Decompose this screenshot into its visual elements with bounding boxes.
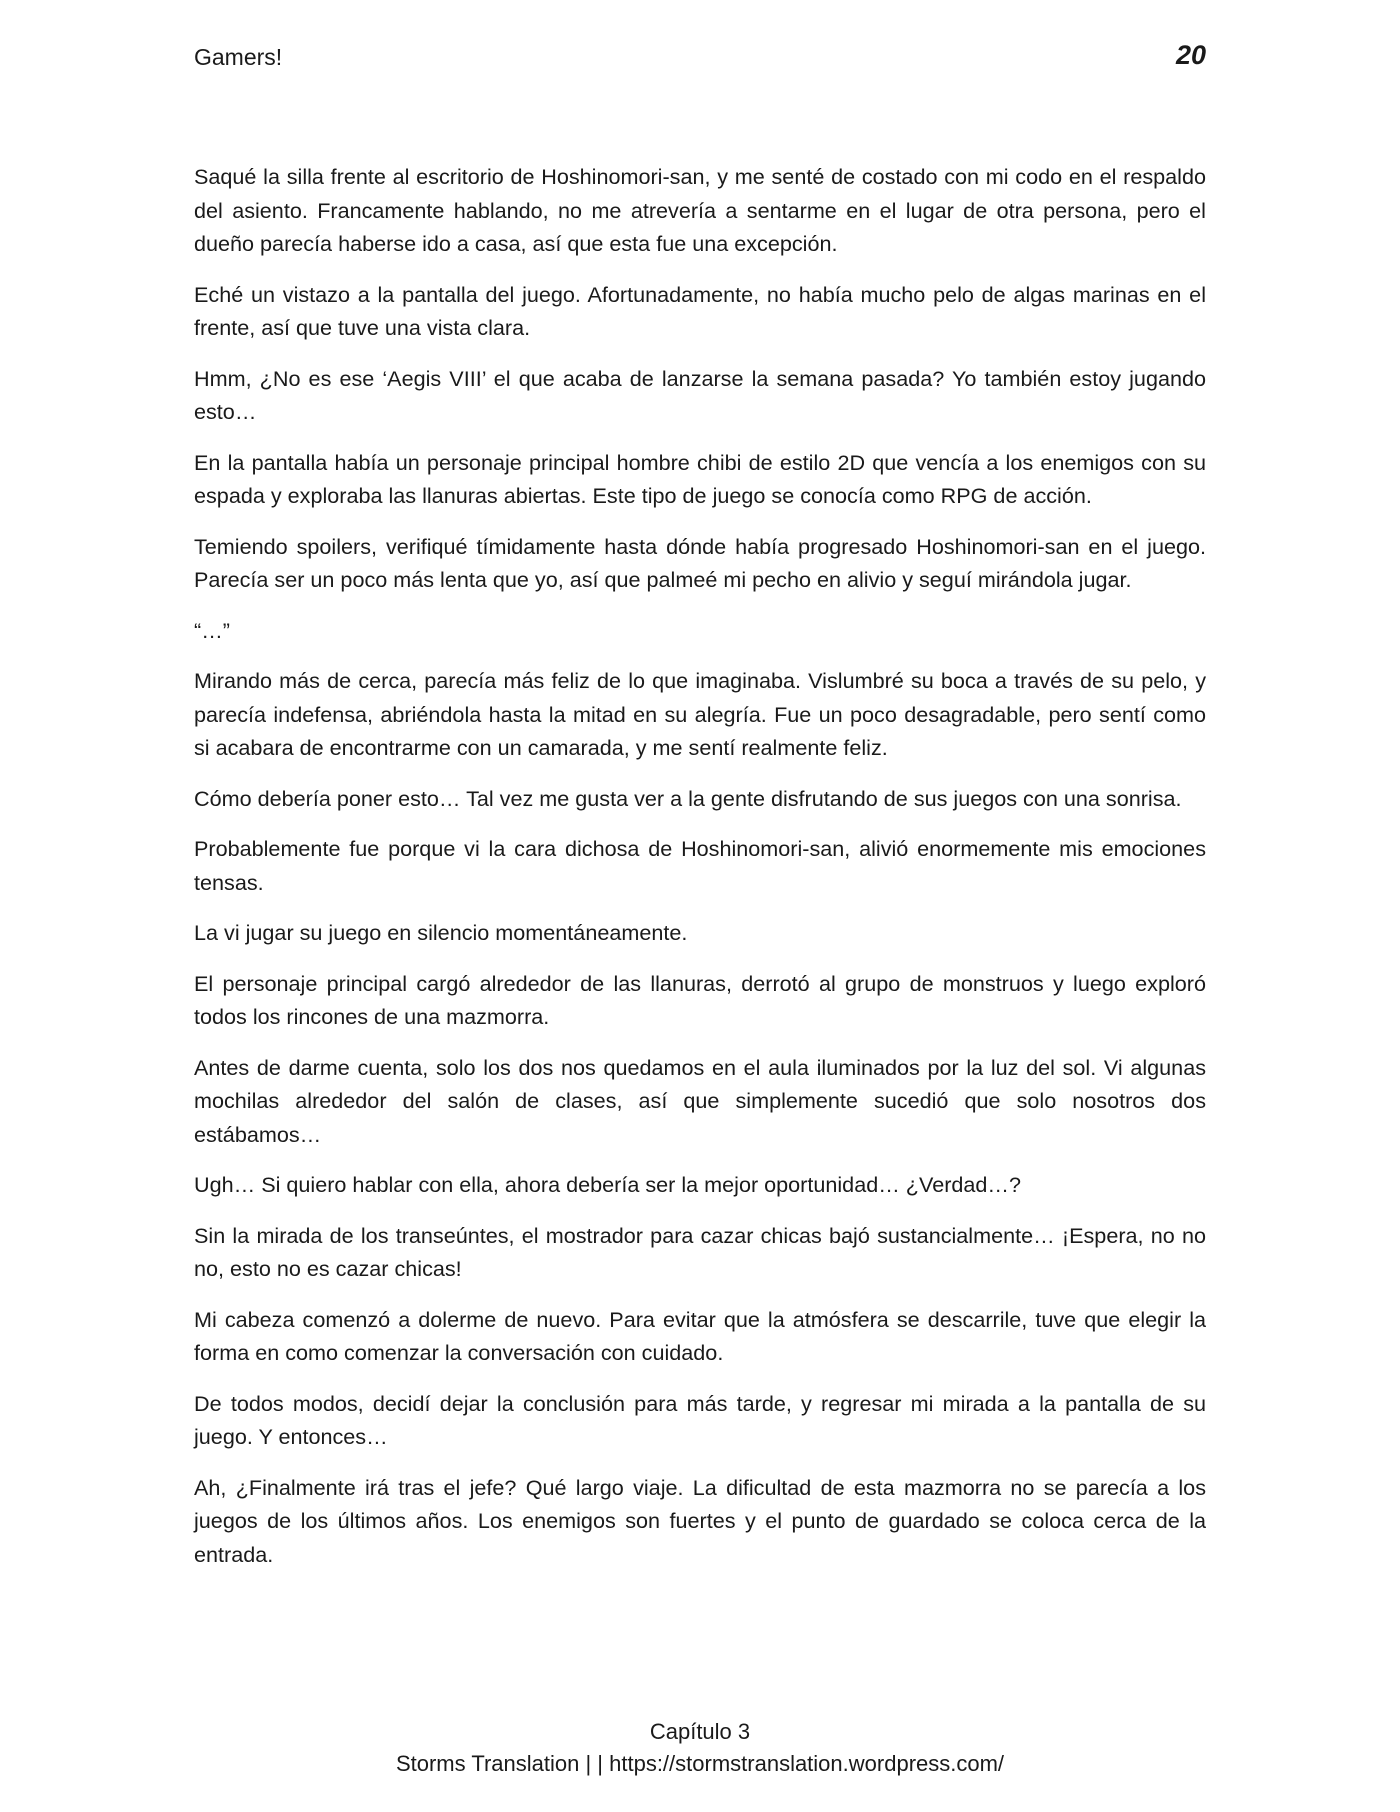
paragraph: Temiendo spoilers, verifiqué tímidamente hasta dónde había progresado Hoshinomori-san en el juego. Parecía ser un poco más lenta que yo, así que palmeé mi pecho en alivio y seguí mirándola jugar.: [194, 533, 1206, 592]
paragraph: De todos modos, decidí dejar la conclusión para más tarde, y regresar mi mirada a la pantalla de su juego. Y entonces…: [194, 1390, 1206, 1449]
page-footer: [0, 1716, 1400, 1780]
paragraph: Hmm, ¿No es ese ‘Aegis VIII’ el que acaba de lanzarse la semana pasada? Yo también estoy jugando esto…: [194, 365, 1206, 424]
paragraph: La vi jugar su juego en silencio momentáneamente.: [194, 920, 688, 945]
paragraph: Eché un vistazo a la pantalla del juego. Afortunadamente, no había mucho pelo de algas marinas en el frente, así que tuve una vista clara.: [194, 281, 1206, 340]
paragraph: Sin la mirada de los transeúntes, el mostrador para cazar chicas bajó sustancialmente… ¡Espera, no no no, esto no es cazar chicas!: [194, 1222, 1206, 1281]
paragraph: En la pantalla había un personaje principal hombre chibi de estilo 2D que vencía a los enemigos con su espada y exploraba las llanuras abiertas. Este tipo de juego se conocía como RPG de acción.: [194, 449, 1206, 508]
paragraph: Mi cabeza comenzó a dolerme de nuevo. Para evitar que la atmósfera se descarrile, tuve que elegir la forma en como comenzar la conversación con cuidado.: [194, 1306, 1206, 1365]
body-text: [194, 160, 1206, 1588]
paragraph: Ah, ¿Finalmente irá tras el jefe? Qué largo viaje. La dificultad de esta mazmorra no se parecía a los juegos de los últimos años. Los enemigos son fuertes y el punto de guardado se coloca cerca de la entrada.: [194, 1474, 1206, 1567]
paragraph: Mirando más de cerca, parecía más feliz de lo que imaginaba. Vislumbré su boca a través de su pelo, y parecía indefensa, abriéndola hasta la mitad en su alegría. Fue un poco desagradable, pero sentí como si acabara de encontrarme con un camarada, y me sentí realmente feliz.: [194, 668, 1206, 760]
paragraph: Ugh… Si quiero hablar con ella, ahora debería ser la mejor oportunidad… ¿Verdad…?: [194, 1172, 1022, 1197]
paragraph: Antes de darme cuenta, solo los dos nos quedamos en el aula iluminados por la luz del sol. Vi algunas mochilas alrededor del salón de clases, así que simplemente sucedió que solo nosotros dos estábamos…: [194, 1054, 1206, 1147]
header-title: Gamers!: [194, 44, 283, 70]
paragraph: El personaje principal cargó alrededor de las llanuras, derrotó al grupo de monstruos y luego exploró todos los rincones de una mazmorra.: [194, 970, 1206, 1029]
page-header: [194, 40, 1206, 80]
page-number: 20: [1175, 40, 1206, 70]
footer-credit: Storms Translation | | https://stormstranslation.wordpress.com/: [395, 1751, 1005, 1776]
footer-chapter: Capítulo 3: [649, 1719, 751, 1744]
paragraph: Saqué la silla frente al escritorio de Hoshinomori-san, y me senté de costado con mi codo en el respaldo del asiento. Francamente hablando, no me atrevería a sentarme en el lugar de otra persona, pero el dueño parecía haberse ido a casa, así que esta fue una excepción.: [194, 164, 1206, 256]
paragraph: “…”: [194, 617, 230, 643]
paragraph: Probablemente fue porque vi la cara dichosa de Hoshinomori-san, alivió enormemente mis emociones tensas.: [194, 836, 1206, 895]
paragraph: Cómo debería poner esto… Tal vez me gusta ver a la gente disfrutando de sus juegos con una sonrisa.: [194, 785, 1182, 811]
